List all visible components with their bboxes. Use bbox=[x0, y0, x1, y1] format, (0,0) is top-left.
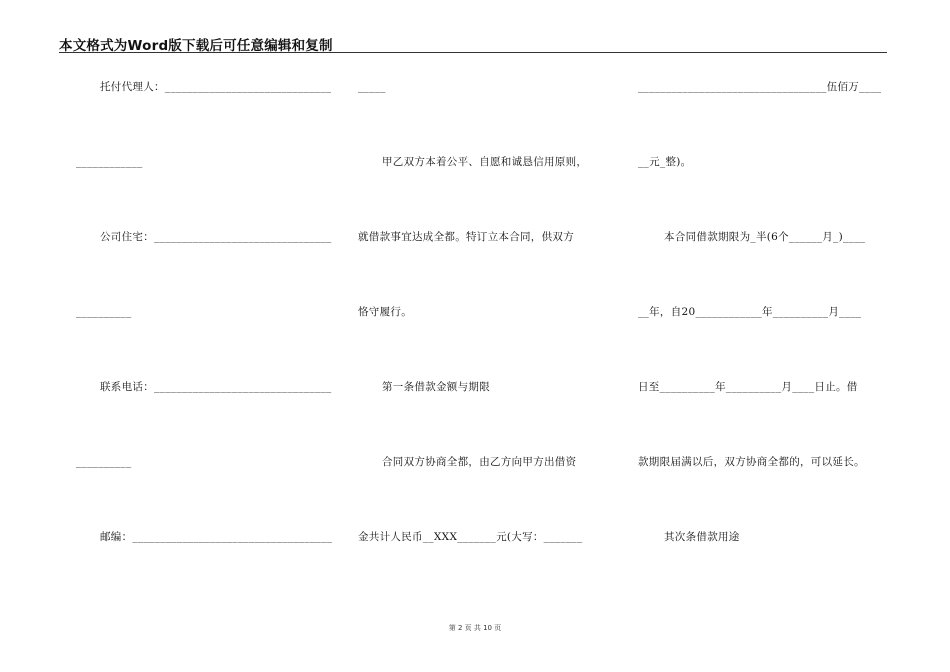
preamble-line-1: 甲乙双方本着公平、自愿和诚恳信用原则， bbox=[382, 156, 588, 168]
loan-term-line-3: 日至__________年__________月____日止。借 bbox=[638, 381, 858, 393]
header-divider bbox=[59, 52, 887, 53]
amount-end-line: __元_整)。 bbox=[638, 156, 692, 168]
loan-term-line-4: 款期限届满以后，双方协商全都的，可以延长。 bbox=[638, 456, 865, 468]
article-1-heading: 第一条借款金额与期限 bbox=[382, 381, 490, 393]
page-number: 第 2 页 共 10 页 bbox=[448, 624, 502, 632]
address-line-cont: __________ bbox=[76, 306, 132, 318]
agent-line-cont: ____________ bbox=[76, 156, 143, 168]
postcode-line: 邮编：____________________________________ bbox=[100, 531, 333, 543]
article-1-line-1: 合同双方协商全都，由乙方向甲方出借资 bbox=[382, 456, 577, 468]
loan-term-line-2: __年，自20____________年__________月____ bbox=[638, 306, 862, 318]
agent-line: 托付代理人：______________________________ bbox=[100, 81, 332, 93]
middle-blank-line: _____ bbox=[358, 81, 386, 93]
preamble-line-2: 就借款事宜达成全都。特订立本合同，供双方 bbox=[358, 231, 574, 243]
phone-line-cont: __________ bbox=[76, 456, 132, 468]
company-address-line: 公司住宅：________________________________ bbox=[100, 231, 332, 243]
document-header-title: 本文格式为Word版下载后可任意编辑和复制 bbox=[59, 38, 333, 54]
preamble-line-3: 恪守履行。 bbox=[358, 306, 412, 318]
loan-term-line-1: 本合同借款期限为_半(6个______月_)____ bbox=[664, 231, 866, 243]
phone-line: 联系电话：________________________________ bbox=[100, 381, 332, 393]
amount-uppercase-line: __________________________________伍佰万____ bbox=[638, 81, 882, 93]
article-1-line-2: 金共计人民币__XXX_______元(大写：_______ bbox=[358, 531, 583, 543]
article-2-heading: 其次条借款用途 bbox=[664, 531, 740, 543]
